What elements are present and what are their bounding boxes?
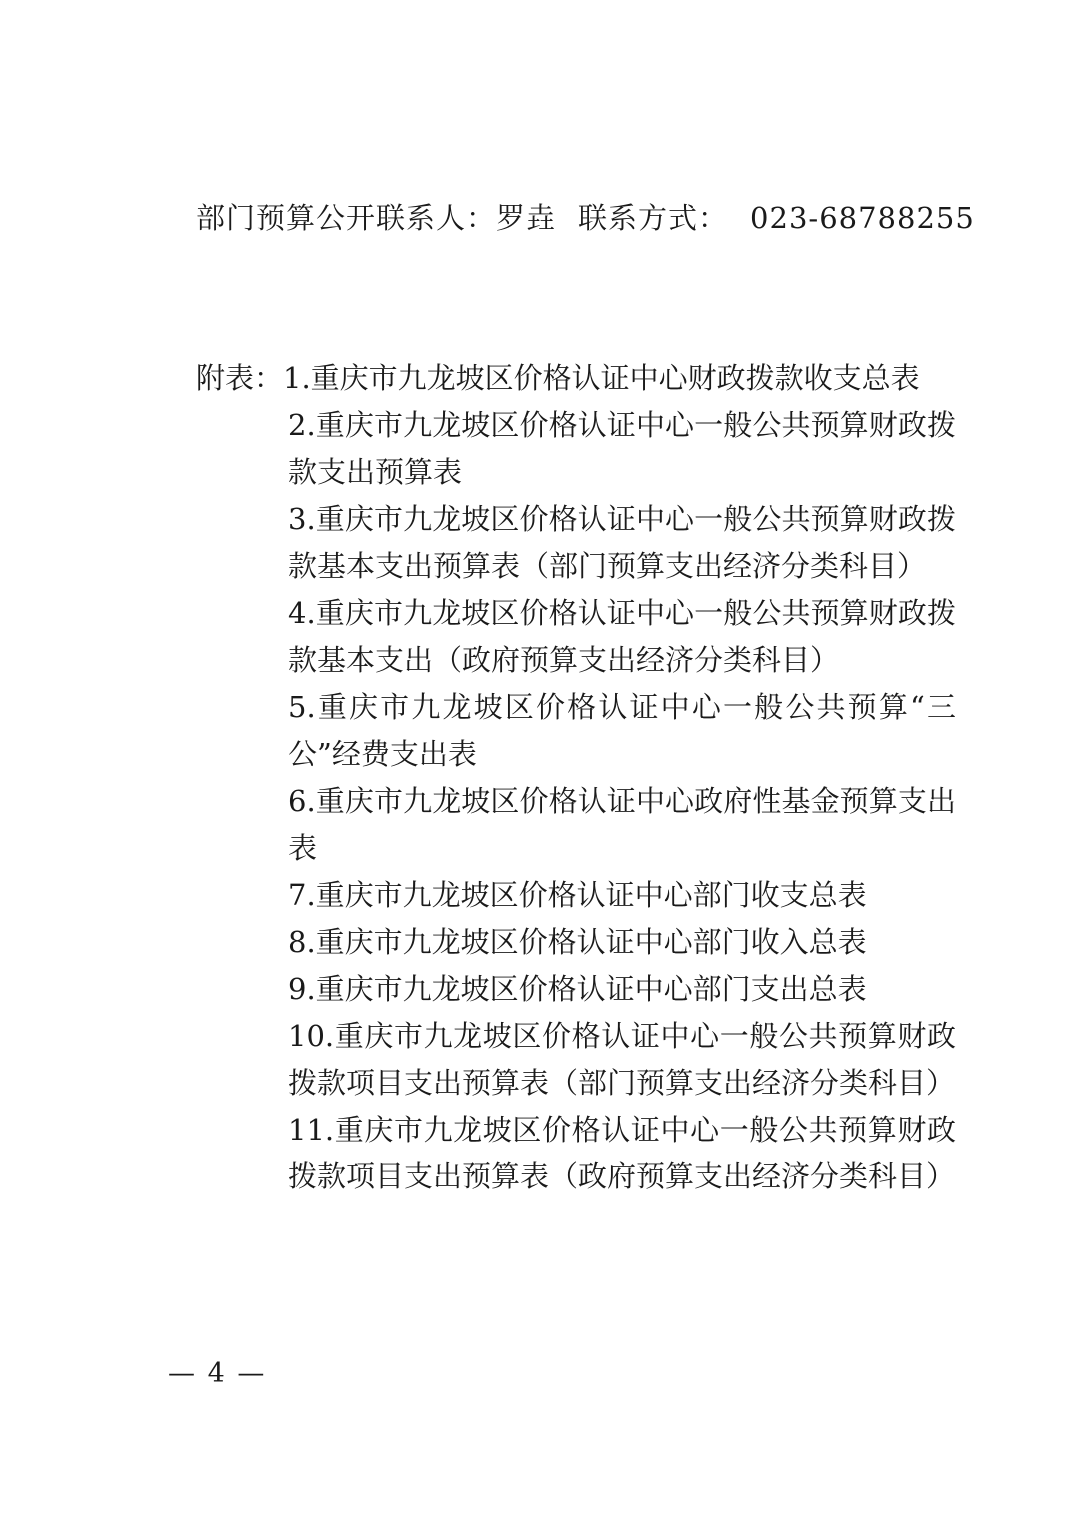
contact-phone-value: 023-68788255 [750, 201, 975, 235]
list-item: 7.重庆市九龙坡区价格认证中心部门收支总表 [288, 877, 867, 912]
list-item: 3.重庆市九龙坡区价格认证中心一般公共预算财政拨款基本支出预算表（部门预算支出经济分类科目） [288, 501, 956, 583]
list-item: 6.重庆市九龙坡区价格认证中心政府性基金预算支出表 [288, 783, 956, 865]
list-item: 9.重庆市九龙坡区价格认证中心部门支出总表 [288, 971, 867, 1006]
attachment-label: 附表： [196, 361, 284, 395]
contact-phone-label: 联系方式： [578, 201, 729, 235]
list-item: 4.重庆市九龙坡区价格认证中心一般公共预算财政拨款基本支出（政府预算支出经济分类科目） [288, 595, 956, 677]
contact-line [196, 198, 975, 239]
list-item: 11.重庆市九龙坡区价格认证中心一般公共预算财政拨款项目支出预算表（政府预算支出经济分类科目） [288, 1112, 956, 1194]
contact-person: 罗垚 [496, 201, 557, 235]
list-item: 2.重庆市九龙坡区价格认证中心一般公共预算财政拨款支出预算表 [288, 407, 956, 489]
list-item: 5.重庆市九龙坡区价格认证中心一般公共预算“三公”经费支出表 [288, 689, 956, 771]
attachment-head-row [196, 355, 956, 402]
list-item: 8.重庆市九龙坡区价格认证中心部门收入总表 [288, 924, 867, 959]
attachment-list-block [196, 355, 956, 1200]
attachment-items [196, 402, 956, 1200]
list-item: 1.重庆市九龙坡区价格认证中心财政拨款收支总表 [283, 361, 920, 395]
page-number: — 4 — [168, 1358, 267, 1389]
list-item: 10.重庆市九龙坡区价格认证中心一般公共预算财政拨款项目支出预算表（部门预算支出经济分类科目） [288, 1018, 956, 1100]
contact-label: 部门预算公开联系人： [196, 201, 497, 235]
